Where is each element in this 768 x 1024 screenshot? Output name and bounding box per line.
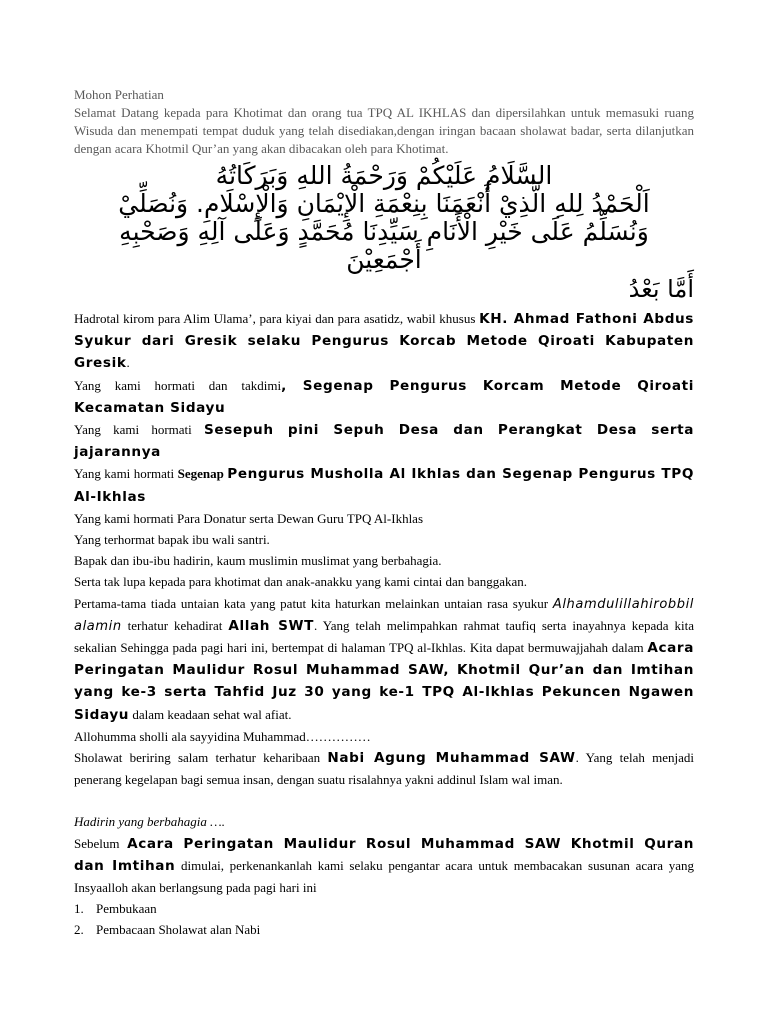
arabic-amma-badu: أَمَّا بَعْدُ xyxy=(628,275,694,303)
paragraph-syukur xyxy=(74,593,694,726)
text-run: Sebelum xyxy=(74,835,128,851)
document-page xyxy=(74,86,694,941)
agenda-text: Pembacaan Sholawat alan Nabi xyxy=(96,922,261,938)
text-run: Hadrotal kirom para Alim Ulama’, para kiyai dan para asatidz, wabil khusus xyxy=(74,311,480,326)
line-sholawat: Allohumma sholli ala sayyidina Muhammad…………… xyxy=(74,728,371,744)
text-run: dalam keadaan sehat wal afiat. xyxy=(129,706,292,722)
blank-line xyxy=(74,790,694,811)
agenda-number: 1. xyxy=(74,901,84,917)
agenda-item xyxy=(74,898,694,919)
bold-run: Acara Peringatan Maulidur Rosul Muhammad SAW, Khotmil Qur’an dan Imtihan yang ke-3 serta Tahfid Juz 30 yang ke-1 TPQ Al-Ikhlas Pekuncen Ngawen Sidayu xyxy=(74,640,694,723)
paragraph-salutation-3 xyxy=(74,419,694,463)
paragraph-nabi xyxy=(74,747,694,790)
arabic-line-1: السَّلَامُ عَلَيْكُمْ وَرَحْمَةُ اللهِ وَبَرَكَاتُهُ xyxy=(215,161,553,190)
text-run: Yang kami hormati dan takdimi xyxy=(74,377,282,393)
text-run: . Yang telah menjadi penerang kegelapan bagi semua insan, dengan suatu risalahnya yakni addinul Islam wal iman. xyxy=(74,750,694,788)
line-donatur: Yang kami hormati Para Donatur serta Dewan Guru TPQ Al-Ikhlas xyxy=(74,510,424,526)
agenda-list xyxy=(74,898,694,940)
text-run: terhatur kehadirat xyxy=(121,617,229,633)
bold-serif-run: Segenap xyxy=(177,466,228,482)
bold-run: Nabi Agung Muhammad SAW xyxy=(327,750,576,767)
text-run: dimulai, perkenankanlah kami selaku pengantar acara untuk membacakan susunan acara yang Insyaalloh akan berlangsung pada pagi hari ini xyxy=(74,857,694,896)
arabic-line-4: أَجْمَعِيْنَ xyxy=(346,245,422,274)
intro-text: Selamat Datang kepada para Khotimat dan orang tua TPQ AL IKHLAS dan dipersilahkan untuk memasuki ruang Wisuda dan menempati tempat duduk yang telah disediakan,dengan iringan bacaan sholawat badar, serta dilanjutkan dengan acara Khotmil Qur’an yang akan dibacakan oleh para Khotimat. xyxy=(74,105,694,156)
arabic-line-2: اَلْحَمْدُ لِلهِ الَّذِيْ أَنْعَمَنَا بِنِعْمَةِ الْإِيْمَانِ وَالْإِسْلَامِ. وَنُصَلِّيْ xyxy=(118,189,650,218)
italic-run: Alhamdulillahirobbil alamin xyxy=(74,596,694,634)
line-khotimat: Serta tak lupa kepada para khotimat dan anak-anakku yang kami cintai dan banggakan. xyxy=(74,574,528,590)
text-run: . Yang telah melimpahkan rahmat taufiq serta inayahnya kepada kita sekalian Sehingga pada pagi hari ini, bertempat di halaman TPQ al-Ikhlas. Kita dapat bermuwajjahah dalam xyxy=(74,617,694,656)
bold-run: Allah SWT xyxy=(228,617,314,634)
paragraph-sebelum-acara xyxy=(74,833,694,899)
arabic-line-3: وَنُسَلِّمُ عَلَى خَيْرِ الْأَنَامِ سَيِّدِنَا مُحَمَّدٍ وَعَلَى آلِهِ وَصَحْبِهِ xyxy=(119,217,649,246)
agenda-number: 2. xyxy=(74,922,84,938)
agenda-item xyxy=(74,919,694,940)
paragraph-salutation-2 xyxy=(74,375,694,419)
arabic-greeting xyxy=(74,162,694,274)
text-run: Pertama-tama tiada untaian kata yang patut kita haturkan melainkan untaian rasa syukur xyxy=(74,595,553,611)
bold-run: Sesepuh pini Sepuh Desa dan Perangkat Desa serta jajarannya xyxy=(74,422,694,461)
text-run: Yang kami hormati xyxy=(74,422,204,438)
paragraph-salutation-1 xyxy=(74,308,694,375)
bold-run: , Segenap Pengurus Korcam Metode Qiroati Kecamatan Sidayu xyxy=(74,377,694,416)
text-run: Sholawat beriring salam terhatur keharibaan xyxy=(74,750,328,766)
paragraph-salutation-4 xyxy=(74,463,694,507)
line-hadirin-berbahagia: Hadirin yang berbahagia …. xyxy=(74,814,225,830)
text-run: Yang kami hormati xyxy=(74,466,178,482)
text-run: . xyxy=(126,355,130,371)
line-hadirin: Bapak dan ibu-ibu hadirin, kaum muslimin muslimat yang berbahagia. xyxy=(74,553,442,569)
intro-title: Mohon Perhatian xyxy=(74,87,164,102)
bold-run: KH. Ahmad Fathoni Abdus Syukur dari Gresik selaku Pengurus Korcab Metode Qiroati Kabupaten Gresik xyxy=(74,311,694,372)
line-wali-santri: Yang terhormat bapak ibu wali santri. xyxy=(74,532,270,548)
bold-run: Pengurus Musholla Al Ikhlas dan Segenap Pengurus TPQ Al-Ikhlas xyxy=(74,466,694,505)
bold-run: Acara Peringatan Maulidur Rosul Muhammad SAW Khotmil Quran dan Imtihan xyxy=(74,835,694,874)
agenda-text: Pembukaan xyxy=(96,901,157,917)
